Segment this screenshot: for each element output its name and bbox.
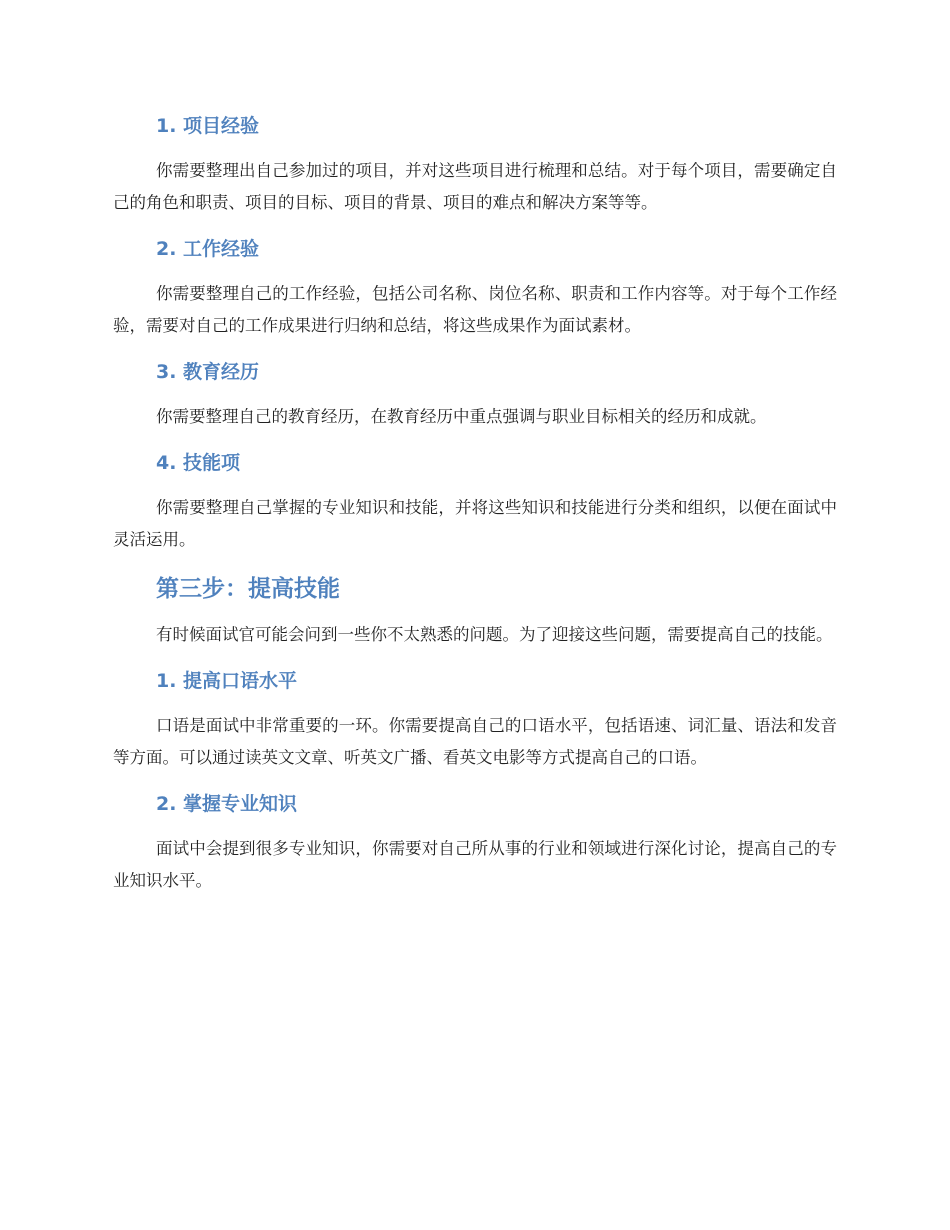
step-paragraph: 有时候面试官可能会问到一些你不太熟悉的问题。为了迎接这些问题，需要提高自己的技能。 (156, 625, 833, 644)
section-paragraph: 你需要整理自己的教育经历，在教育经历中重点强调与职业目标相关的经历和成就。 (156, 407, 767, 426)
section-work-experience (113, 233, 837, 356)
section-heading: 1. 项目经验 (156, 115, 260, 137)
step-heading: 第三步：提高技能 (156, 576, 340, 602)
section-paragraph: 口语是面试中非常重要的一环。你需要提高自己的口语水平，包括语速、词汇量、语法和发音等方面。可以通过读英文文章、听英文广播、看英文电影等方式提高自己的口语。 (113, 716, 837, 767)
section-education (113, 356, 837, 447)
section-heading: 2. 掌握专业知识 (156, 793, 298, 815)
section-paragraph: 你需要整理自己掌握的专业知识和技能，并将这些知识和技能进行分类和组织，以便在面试中灵活运用。 (113, 498, 837, 549)
section-heading: 3. 教育经历 (156, 361, 260, 383)
section-speaking (113, 665, 837, 788)
section-step3 (113, 570, 837, 665)
section-professional-knowledge (113, 788, 837, 897)
section-paragraph: 你需要整理自己的工作经验，包括公司名称、岗位名称、职责和工作内容等。对于每个工作经验，需要对自己的工作成果进行归纳和总结，将这些成果作为面试素材。 (113, 284, 837, 335)
section-heading: 1. 提高口语水平 (156, 670, 298, 692)
document-content (113, 110, 837, 897)
section-heading: 2. 工作经验 (156, 238, 260, 260)
section-paragraph: 你需要整理出自己参加过的项目，并对这些项目进行梳理和总结。对于每个项目，需要确定自己的角色和职责、项目的目标、项目的背景、项目的难点和解决方案等等。 (113, 161, 837, 212)
section-paragraph: 面试中会提到很多专业知识，你需要对自己所从事的行业和领域进行深化讨论，提高自己的专业知识水平。 (113, 839, 837, 890)
section-skills (113, 447, 837, 570)
section-heading: 4. 技能项 (156, 452, 241, 474)
section-project-experience (113, 110, 837, 233)
